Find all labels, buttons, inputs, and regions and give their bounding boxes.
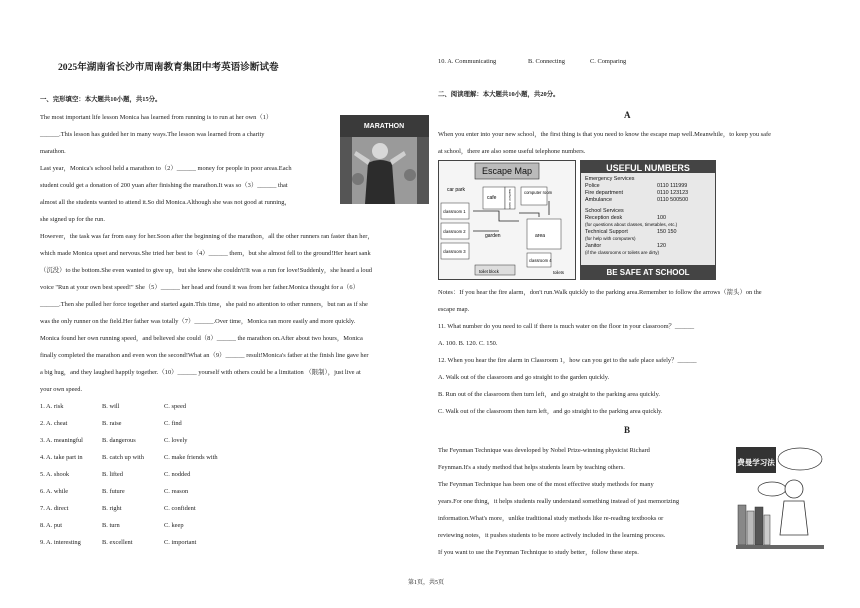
intro-b-line: Feynman.It's a study method that helps students learn by teaching others. <box>438 464 625 471</box>
page-title: 2025年湖南省长沙市周南教育集团中考英语诊断试卷 <box>58 62 279 73</box>
cartoon-label: 费曼学习法 <box>737 458 775 467</box>
svg-text:Technical Support: Technical Support <box>585 229 628 235</box>
svg-text:Janitor: Janitor <box>585 243 602 249</box>
svg-text:toilet block: toilet block <box>479 269 499 274</box>
question-12-option: A. Walk out of the classroom and go straight to the garden quickly. <box>438 374 610 381</box>
intro-b-line: information.What's more，unlike traditional study methods like re-reading textbooks or <box>438 515 664 522</box>
intro-a-line: at school，there are also some useful telephone numbers. <box>438 148 586 155</box>
exam-page: 2025年湖南省长沙市周南教育集团中考英语诊断试卷 一、完形填空：本大题共10小题，共15分。 The most important life lesson Monica has learned from running is to run at her own（1） ______.This lesson has guided her in many ways.The lesson was learned from a charity marathon. Last year，Monica's school held a marathon to（2）______ money for people in poor areas.Each student could get a donation of 200 yuan after finishing the marathon.It was so（3）______ that almost all the students wanted to attend it.So did Monica.Although she was not good at running， she signed up for the run. However，the task was far from easy for her.Soon after the beginning of the marathon，all the other runners ran faster than her， which made Monica upset and nervous.She tried her best to（4）______ them，but she almost fell to the ground!Her heart sank （沉没）to the bottom.She even wanted to give up，but she knew she couldn't!It was a run for love!Suddenly，she heard a loud voice "Run at your own best speed!" She（5）______ her head and found it was from her father.Monica thought for a（6） ______.Then she pulled her force together and started again.This time，she paid no attention to other runners，but ran as if she was the only runner on the field.Her father was totally（7）______.Over time，Monica ran more easily and more quickly. Monica found her own running speed，and believed she could（8）______ the marathon on.After about two hours，Monica finally completed the marathon and even won the second!What an（9）______ result!Monica's father at the finish line gave her a big hug，and they laughed happily together.（10）______ yourself with others could be a limitation （限制），just live at your own speed. 1. A. risk B. will C. speed 2. A. cheat B. raise C. find 3. A. meaningful B. dangerous C. lovely 4. A. take part in B. catch up with C. make friends with 5. A. shook B. lifted C. nodded 6. A. while B. future C. reason 7. A. direct B. right C. confident 8. A. put B. turn C. keep 9. A. interesting B. excellent C. important MARATHON 10. A. Communicating B. Connecting C. Comparing 二、阅读理解：本大题共10小题，共20分。 A When you enter into your new school，the first thing is that you need to know the escape map well.Meanwhile，to keep you safe at school，there are also some useful telephone numbers. Escape Map car park cafe teachers' room computer room classroom 1 classroom 2 classroom 3 garden area classroom 4 toilets toilet block USEFUL NUMBERS Emergency Services Police 0110 111999 Fire department 0110 123123 Ambulance 0110 500500 School Services Reception desk 100 (for questions about classes, timetables, etc.) Technical Support 150 150 (for help with computers) Janitor 120 (if the classrooms or toilets are dirty) BE SAFE AT SCHOOL Notes：If you hear the fire alarm，don't run.Walk quickly to the parking area.Remember to follow the arrows（箭头）on the escape map. 11. What number do you need to call if there is much water on the floor in your classroom？______ A. 100. B. 120. C. 150. 12. When you hear the fire alarm in Classroom 1，how can you get to the safe place safely？______ A. Walk out of the classroom and go straight to the garden quickly. B. Run out of the classroom then turn left，and go straight to the parking area quickly. C. Walk out of the classroom then turn left，and go straight to the parking area quickly. B The Feynman Technique was developed by Nobel Prize-winning physicist Richard Feynman.It's a study method that helps students learn by teaching others. The Feynman Technique has been one of the most effective study methods for many years.For one thing，it helps students really understand something instead of just memorizing information.What's more，unlike traditional study methods like re-reading textbooks or reviewing notes，it pushes students to be more actively included in the learning process. If you want to use the Feynman Technique to study better，follow these steps. 费曼学习法 第1页，共5页 <box>0 0 860 608</box>
passage-line: Monica found her own running speed，and believed she could（8）______ the marathon on.After about two hours，Monica <box>40 335 363 342</box>
svg-text:0110 111999: 0110 111999 <box>657 183 688 189</box>
svg-text:computer room: computer room <box>524 190 553 195</box>
intro-b-line: The Feynman Technique has been one of the most effective study methods for many <box>438 481 654 488</box>
passage-line: ______.This lesson has guided her in many ways.The lesson was learned from a charity <box>40 131 265 138</box>
svg-text:Emergency Services: Emergency Services <box>585 176 635 182</box>
intro-a-line: When you enter into your new school，the first thing is that you need to know the escape map well.Meanwhile，to keep you safe <box>438 131 771 138</box>
part-a-heading: A <box>624 110 631 120</box>
svg-text:150 150: 150 150 <box>657 229 677 235</box>
page-number: 第1页，共5页 <box>408 580 445 586</box>
photo-banner: MARATHON <box>363 123 405 130</box>
svg-text:120: 120 <box>657 243 666 249</box>
svg-text:Ambulance: Ambulance <box>585 197 612 203</box>
intro-b-line: If you want to use the Feynman Technique to study better，follow these steps. <box>438 549 639 556</box>
svg-text:Reception desk: Reception desk <box>585 215 623 221</box>
svg-text:garden: garden <box>485 233 501 239</box>
passage-line: finally completed the marathon and even won the second!What an（9）______ result!Monica's father at the finish line gave her <box>40 352 369 359</box>
passage-line: was the only runner on the field.Her father was totally（7）______.Over time，Monica ran more easily and more quickly. <box>40 318 356 325</box>
svg-text:0110 123123: 0110 123123 <box>657 190 689 196</box>
passage-line: your own speed. <box>40 386 83 393</box>
numbers-footer: BE SAFE AT SCHOOL <box>606 268 690 277</box>
svg-text:cafe: cafe <box>487 195 497 201</box>
svg-text:area: area <box>535 233 546 239</box>
useful-numbers-panel <box>580 160 716 280</box>
passage-line: she signed up for the run. <box>40 216 105 223</box>
question-11: 11. What number do you need to call if there is much water on the floor in your classroom？______ <box>438 323 695 330</box>
passage-line: student could get a donation of 200 yuan after finishing the marathon.It was so（3）______ that <box>40 182 288 189</box>
intro-b-line: years.For one thing，it helps students really understand something instead of just memorizing <box>438 498 680 505</box>
feynman-cartoon <box>734 445 826 555</box>
passage-line: which made Monica upset and nervous.She tried her best to（4）______ them，but she almost fell to the ground!Her heart sank <box>40 250 371 257</box>
svg-text:(for questions about classes,: (for questions about classes, timetables, etc.) <box>585 222 678 227</box>
passage-line: （沉没）to the bottom.She even wanted to give up，but she knew she couldn't!It was a run for love!Suddenly，she heard a loud <box>40 267 372 274</box>
passage-line: voice "Run at your own best speed!" She（5）______ her head and found it was from her father.Monica thought for a（6） <box>40 284 359 291</box>
escape-map <box>438 160 576 280</box>
section-1-heading: 一、完形填空：本大题共10小题，共15分。 <box>40 96 162 103</box>
question-12-option: B. Run out of the classroom then turn left，and go straight to the parking area quickly. <box>438 391 660 398</box>
svg-text:teachers' room: teachers' room <box>508 189 512 209</box>
svg-text:0110 500500: 0110 500500 <box>657 197 689 203</box>
map-title: Escape Map <box>481 166 533 176</box>
svg-text:classroom 2: classroom 2 <box>443 229 466 234</box>
passage-line: Last year，Monica's school held a marathon to（2）______ money for people in poor areas.Each <box>40 165 292 172</box>
marathon-photo <box>340 115 429 204</box>
svg-text:(for help with computers): (for help with computers) <box>585 236 636 241</box>
svg-text:Fire department: Fire department <box>585 190 624 196</box>
question-12: 12. When you hear the fire alarm in Classroom 1，how can you get to the safe place safely？______ <box>438 357 697 364</box>
section-2-heading: 二、阅读理解：本大题共10小题，共20分。 <box>438 91 560 98</box>
numbers-title: USEFUL NUMBERS <box>606 163 690 173</box>
svg-text:classroom 1: classroom 1 <box>443 209 466 214</box>
svg-text:(if the classrooms or toilets: (if the classrooms or toilets are dirty) <box>585 250 660 255</box>
svg-text:classroom 4: classroom 4 <box>529 258 552 263</box>
question-12-option: C. Walk out of the classroom then turn left，and go straight to the parking area quickly. <box>438 408 663 415</box>
passage-line: The most important life lesson Monica has learned from running is to run at her own（1） <box>40 114 273 121</box>
svg-text:classroom 3: classroom 3 <box>443 249 466 254</box>
part-b-heading: B <box>624 425 631 435</box>
passage-line: almost all the students wanted to attend it.So did Monica.Although she was not good at running， <box>40 199 291 206</box>
passage-line: ______.Then she pulled her force together and started again.This time，she paid no attention to other runners，but ran as if she <box>40 301 368 308</box>
passage-line: However，the task was far from easy for her.Soon after the beginning of the marathon，all the other runners ran faster than her， <box>40 233 374 240</box>
intro-b-line: reviewing notes，it pushes students to be more actively included in the learning process. <box>438 532 666 539</box>
notes-line: Notes：If you hear the fire alarm，don't run.Walk quickly to the parking area.Remember to follow the arrows（箭头）on the <box>438 289 762 296</box>
passage-line: marathon. <box>40 148 66 155</box>
notes-line: escape map. <box>438 306 470 313</box>
svg-text:School Services: School Services <box>585 208 624 214</box>
svg-text:100: 100 <box>657 215 666 221</box>
intro-b-line: The Feynman Technique was developed by Nobel Prize-winning physicist Richard <box>438 447 650 454</box>
svg-text:car park: car park <box>447 187 466 193</box>
question-11-options: A. 100. B. 120. C. 150. <box>438 340 498 347</box>
svg-text:toilets: toilets <box>553 270 564 275</box>
passage-line: a big hug，and they laughed happily together.（10）______ yourself with others could be a limitation （限制），just live at <box>40 369 361 376</box>
svg-text:Police: Police <box>585 183 600 189</box>
